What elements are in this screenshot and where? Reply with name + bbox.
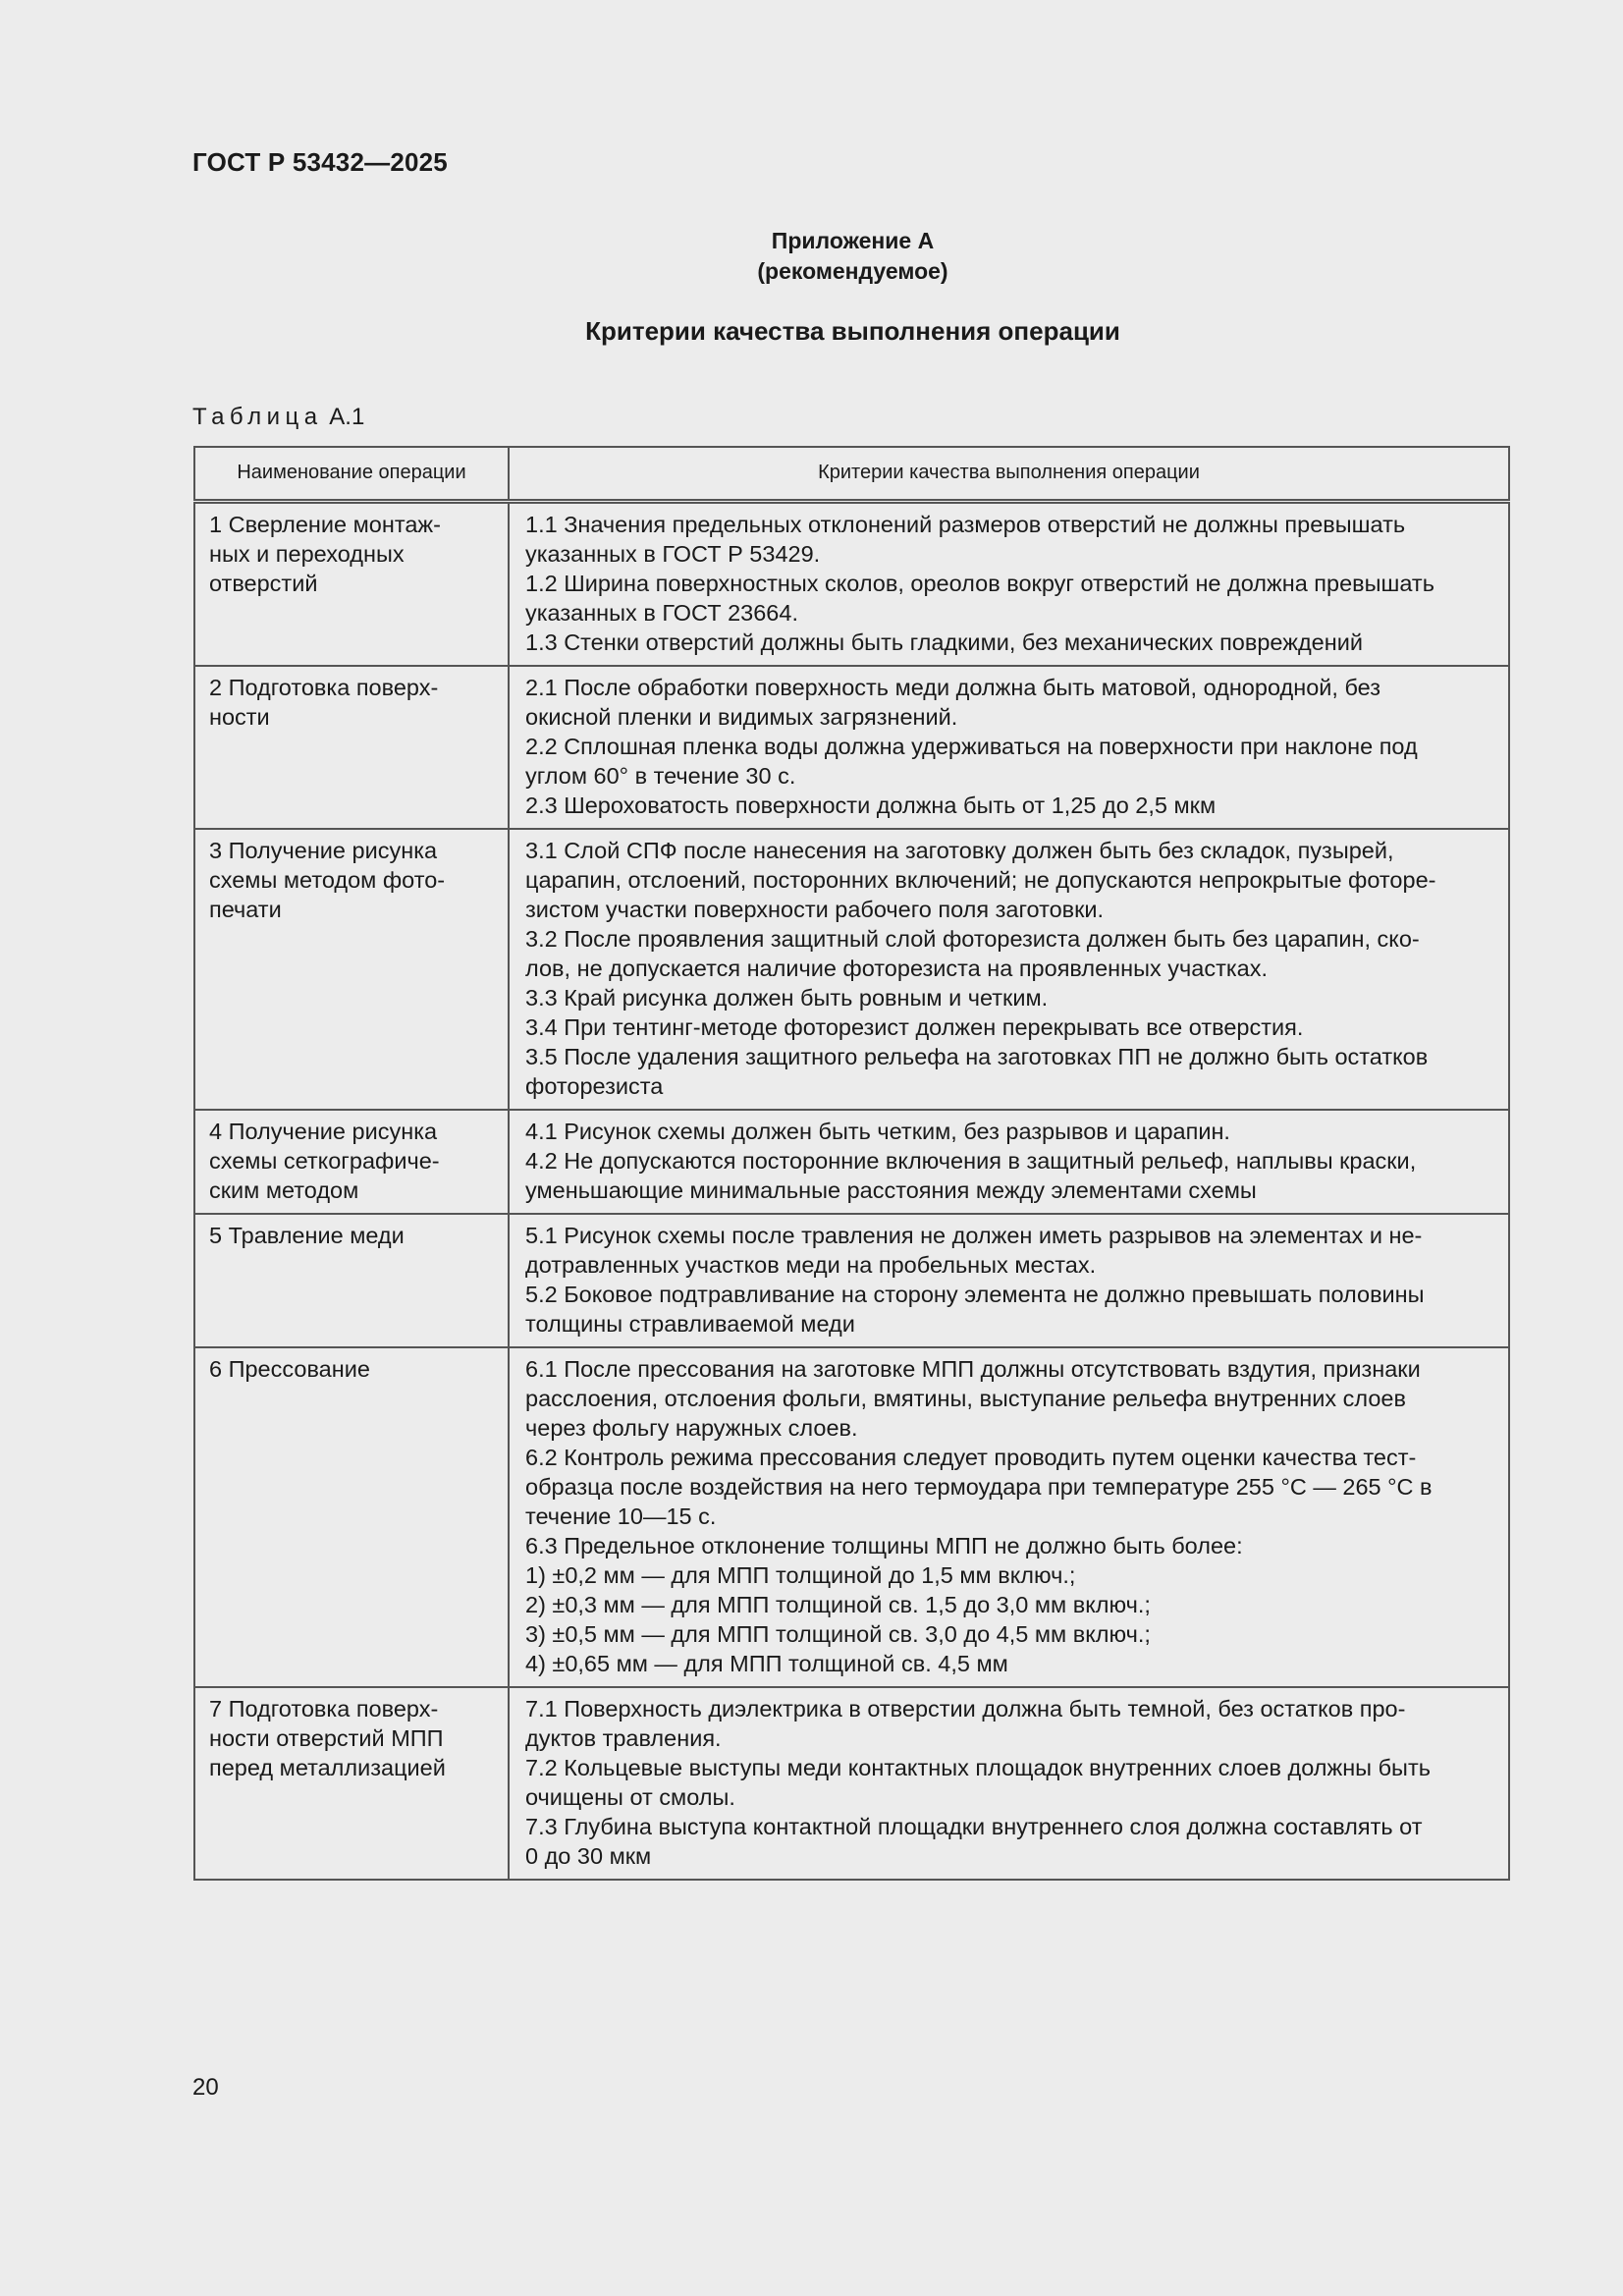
criteria-line: 3.1 Слой СПФ после нанесения на заготовку должен быть без складок, пузырей,: [525, 838, 1394, 863]
table-row: [194, 1347, 1509, 1687]
operation-line: печати: [209, 897, 282, 922]
operation-line: ности отверстий МПП: [209, 1725, 444, 1751]
criteria-line: течение 10—15 с.: [525, 1503, 717, 1529]
operation-cell: [194, 1110, 509, 1214]
operation-line: перед металлизацией: [209, 1755, 446, 1780]
operation-line: схемы сеткографиче-: [209, 1148, 440, 1174]
criteria-cell: [509, 1687, 1509, 1880]
operation-cell: [194, 502, 509, 667]
operation-line: ных и переходных: [209, 541, 405, 567]
criteria-line: окисной пленки и видимых загрязнений.: [525, 704, 958, 730]
criteria-line: 7.2 Кольцевые выступы меди контактных площадок внутренних слоев должны быть: [525, 1755, 1431, 1780]
header-criteria: Критерии качества выполнения операции: [509, 447, 1509, 502]
criteria-line: 3.2 После проявления защитный слой фоторезиста должен быть без царапин, ско-: [525, 926, 1420, 952]
criteria-line: 7.3 Глубина выступа контактной площадки внутреннего слоя должна составлять от: [525, 1814, 1423, 1839]
table-row: [194, 502, 1509, 667]
criteria-line: 4.2 Не допускаются посторонние включения в защитный рельеф, наплывы краски,: [525, 1148, 1417, 1174]
criteria-line: дуктов травления.: [525, 1725, 722, 1751]
criteria-line: зистом участки поверхности рабочего поля заготовки.: [525, 897, 1105, 922]
criteria-line: толщины стравливаемой меди: [525, 1311, 855, 1337]
operation-cell: [194, 1214, 509, 1347]
criteria-cell: [509, 666, 1509, 829]
criteria-line: 5.1 Рисунок схемы после травления не должен иметь разрывов на элементах и не-: [525, 1223, 1423, 1248]
criteria-line: 1.1 Значения предельных отклонений размеров отверстий не должны превышать: [525, 512, 1406, 537]
table-caption: [192, 404, 364, 431]
criteria-line: фоторезиста: [525, 1073, 664, 1099]
criteria-line: 2) ±0,3 мм — для МПП толщиной св. 1,5 до 3,0 мм включ.;: [525, 1592, 1151, 1617]
operation-line: ности: [209, 704, 270, 730]
table-row: [194, 666, 1509, 829]
criteria-line: 1.2 Ширина поверхностных сколов, ореолов вокруг отверстий не должна превышать: [525, 571, 1434, 596]
criteria-line: 3.3 Край рисунка должен быть ровным и четким.: [525, 985, 1049, 1011]
table-row: [194, 1110, 1509, 1214]
criteria-cell: [509, 1347, 1509, 1687]
criteria-line: 3.5 После удаления защитного рельефа на заготовках ПП не должно быть остатков: [525, 1044, 1429, 1069]
table-caption-word: Таблица: [192, 404, 323, 430]
operation-line: 6 Прессование: [209, 1356, 370, 1382]
section-title: Критерии качества выполнения операции: [585, 316, 1120, 346]
operation-line: 7 Подготовка поверх-: [209, 1696, 439, 1722]
appendix-heading: [41, 226, 1623, 287]
criteria-line: указанных в ГОСТ Р 53429.: [525, 541, 821, 567]
operation-line: ским методом: [209, 1177, 359, 1203]
criteria-line: 4.1 Рисунок схемы должен быть четким, без разрывов и царапин.: [525, 1119, 1230, 1144]
criteria-line: уменьшающие минимальные расстояния между элементами схемы: [525, 1177, 1257, 1203]
criteria-line: углом 60° в течение 30 с.: [525, 763, 796, 789]
criteria-cell: [509, 502, 1509, 667]
operation-line: схемы методом фото-: [209, 867, 446, 893]
criteria-line: очищены от смолы.: [525, 1784, 735, 1810]
criteria-line: указанных в ГОСТ 23664.: [525, 600, 798, 626]
table-caption-number: А.1: [329, 404, 365, 430]
page-number: 20: [192, 2074, 219, 2101]
operation-line: 3 Получение рисунка: [209, 838, 438, 863]
criteria-line: 7.1 Поверхность диэлектрика в отверстии должна быть темной, без остатков про-: [525, 1696, 1406, 1722]
criteria-line: 2.2 Сплошная пленка воды должна удерживаться на поверхности при наклоне под: [525, 734, 1418, 759]
criteria-cell: [509, 829, 1509, 1110]
document-code: ГОСТ Р 53432—2025: [192, 147, 448, 177]
criteria-line: 1) ±0,2 мм — для МПП толщиной до 1,5 мм включ.;: [525, 1562, 1076, 1588]
appendix-title: Приложение А: [771, 228, 935, 253]
criteria-table: [193, 446, 1510, 1881]
operation-line: отверстий: [209, 571, 318, 596]
criteria-line: 2.3 Шероховатость поверхности должна быть от 1,25 до 2,5 мкм: [525, 793, 1217, 818]
criteria-line: 6.3 Предельное отклонение толщины МПП не должно быть более:: [525, 1533, 1243, 1558]
criteria-line: 4) ±0,65 мм — для МПП толщиной св. 4,5 мм: [525, 1651, 1008, 1676]
header-operation: Наименование операции: [194, 447, 509, 502]
operation-line: 5 Травление меди: [209, 1223, 405, 1248]
table-row: [194, 1687, 1509, 1880]
criteria-line: 6.2 Контроль режима прессования следует проводить путем оценки качества тест-: [525, 1445, 1417, 1470]
operation-line: 2 Подготовка поверх-: [209, 675, 439, 700]
criteria-line: 1.3 Стенки отверстий должны быть гладкими, без механических повреждений: [525, 629, 1363, 655]
criteria-line: лов, не допускается наличие фоторезиста на проявленных участках.: [525, 956, 1268, 981]
criteria-line: 3.4 При тентинг-методе фоторезист должен перекрывать все отверстия.: [525, 1014, 1304, 1040]
operation-line: 1 Сверление монтаж-: [209, 512, 441, 537]
criteria-line: царапин, отслоений, посторонних включений; не допускаются непрокрытые фоторе-: [525, 867, 1436, 893]
criteria-line: образца после воздействия на него термоудара при температуре 255 °С — 265 °С в: [525, 1474, 1433, 1500]
criteria-line: 0 до 30 мкм: [525, 1843, 652, 1869]
table-body: [194, 502, 1509, 1881]
appendix-subtitle: (рекомендуемое): [757, 258, 948, 284]
operation-cell: [194, 666, 509, 829]
operation-cell: [194, 1347, 509, 1687]
criteria-line: 6.1 После прессования на заготовке МПП должны отсутствовать вздутия, признаки: [525, 1356, 1421, 1382]
operation-line: 4 Получение рисунка: [209, 1119, 438, 1144]
criteria-cell: [509, 1214, 1509, 1347]
operation-cell: [194, 829, 509, 1110]
table-row: [194, 1214, 1509, 1347]
criteria-line: дотравленных участков меди на пробельных местах.: [525, 1252, 1097, 1278]
criteria-line: 3) ±0,5 мм — для МПП толщиной св. 3,0 до 4,5 мм включ.;: [525, 1621, 1151, 1647]
criteria-line: расслоения, отслоения фольги, вмятины, выступание рельефа внутренних слоев: [525, 1386, 1406, 1411]
criteria-line: 5.2 Боковое подтравливание на сторону элемента не должно превышать половины: [525, 1282, 1425, 1307]
operation-cell: [194, 1687, 509, 1880]
criteria-line: 2.1 После обработки поверхность меди должна быть матовой, однородной, без: [525, 675, 1380, 700]
criteria-cell: [509, 1110, 1509, 1214]
table-header-row: [194, 447, 1509, 502]
criteria-line: через фольгу наружных слоев.: [525, 1415, 858, 1441]
table-row: [194, 829, 1509, 1110]
